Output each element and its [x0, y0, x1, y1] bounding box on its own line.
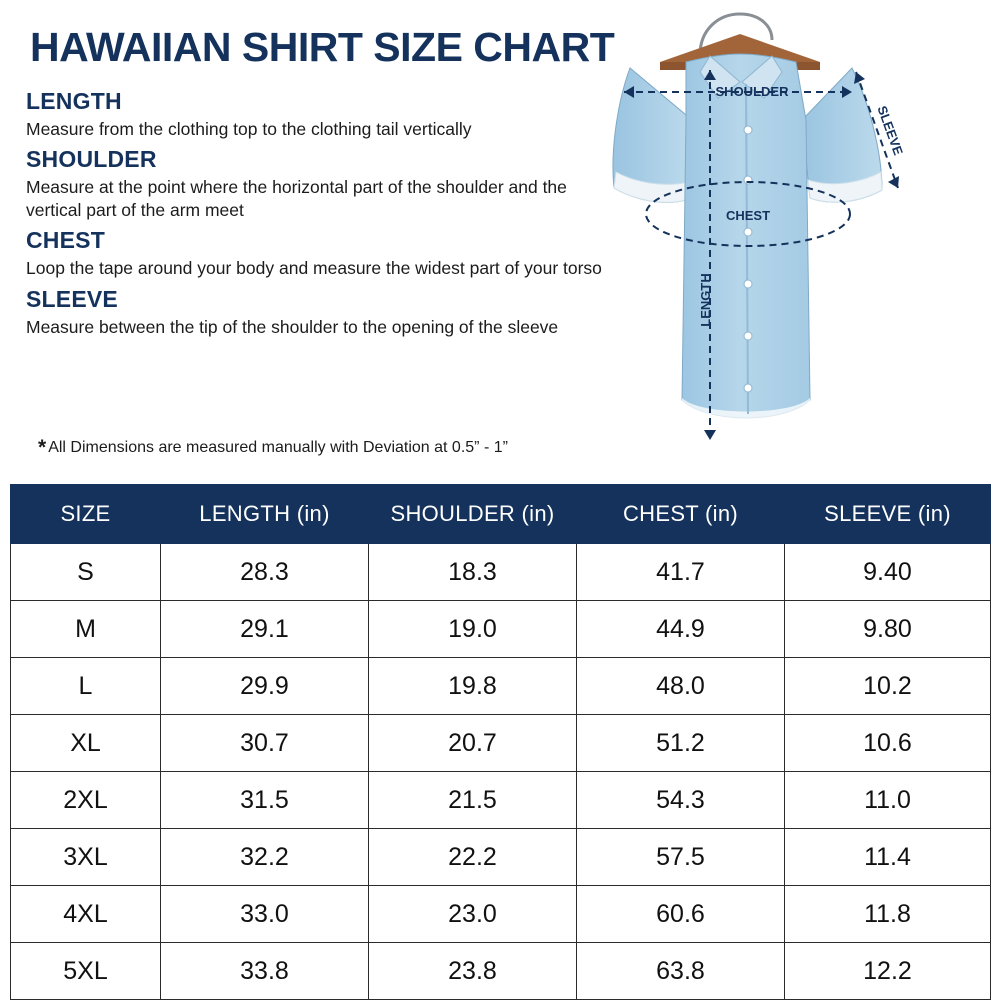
cell-shoulder: 18.3: [369, 544, 577, 601]
cell-size: L: [11, 658, 161, 715]
cell-chest: 54.3: [577, 772, 785, 829]
cell-chest: 51.2: [577, 715, 785, 772]
table-row: [11, 772, 991, 829]
cell-shoulder: 20.7: [369, 715, 577, 772]
cell-length: 31.5: [161, 772, 369, 829]
table-row: [11, 658, 991, 715]
cell-chest: 44.9: [577, 601, 785, 658]
table-header-row: [11, 485, 991, 544]
definition-term-chest: CHEST: [26, 227, 105, 254]
cell-size: 4XL: [11, 886, 161, 943]
table-row: [11, 943, 991, 1000]
cell-sleeve: 11.0: [785, 772, 991, 829]
cell-size: 5XL: [11, 943, 161, 1000]
cell-length: 30.7: [161, 715, 369, 772]
definition-term-length: LENGTH: [26, 88, 122, 114]
table-row: [11, 829, 991, 886]
table-body: [11, 544, 991, 1000]
length-label: LENGTH: [698, 273, 713, 327]
cell-sleeve: 12.2: [785, 943, 991, 1000]
cell-shoulder: 19.8: [369, 658, 577, 715]
column-header-sleeve: SLEEVE (in): [785, 485, 991, 544]
sleeve-label: SLEEVE: [874, 103, 907, 158]
definition-term-sleeve: SLEEVE: [26, 285, 118, 312]
cell-size: M: [11, 601, 161, 658]
cell-shoulder: 23.0: [369, 886, 577, 943]
cell-chest: 48.0: [577, 658, 785, 715]
column-header-size: SIZE: [11, 485, 161, 544]
column-header-chest: CHEST (in): [577, 485, 785, 544]
table-header: [11, 485, 991, 544]
definition-desc-length: Measure from the clothing top to the clothing tail vertically: [26, 119, 472, 139]
cell-sleeve: 10.6: [785, 715, 991, 772]
cell-length: 28.3: [161, 544, 369, 601]
cell-chest: 63.8: [577, 943, 785, 1000]
cell-sleeve: 9.80: [785, 601, 991, 658]
table-row: [11, 544, 991, 601]
asterisk-icon: *: [38, 436, 47, 459]
top-section: [0, 0, 1000, 478]
cell-size: S: [11, 544, 161, 601]
definition-desc-shoulder: Measure at the point where the horizontal part of the shoulder and the vertical part of the arm meet: [26, 177, 567, 220]
cell-sleeve: 9.40: [785, 544, 991, 601]
cell-shoulder: 23.8: [369, 943, 577, 1000]
shoulder-label: SHOULDER: [715, 84, 789, 99]
cell-sleeve: 10.2: [785, 658, 991, 715]
cell-chest: 60.6: [577, 886, 785, 943]
definition-desc-sleeve: Measure between the tip of the shoulder to the opening of the sleeve: [26, 316, 559, 337]
cell-chest: 57.5: [577, 829, 785, 886]
page-title: HAWAIIAN SHIRT SIZE CHART: [30, 24, 615, 70]
cell-size: 3XL: [11, 829, 161, 886]
measurement-definitions: [26, 82, 626, 338]
table-row: [11, 715, 991, 772]
cell-chest: 41.7: [577, 544, 785, 601]
cell-shoulder: 22.2: [369, 829, 577, 886]
cell-length: 32.2: [161, 829, 369, 886]
cell-sleeve: 11.4: [785, 829, 991, 886]
cell-shoulder: 21.5: [369, 772, 577, 829]
shirt-diagram: [600, 0, 1000, 478]
table-row: [11, 886, 991, 943]
cell-length: 33.0: [161, 886, 369, 943]
cell-length: 29.9: [161, 658, 369, 715]
column-header-shoulder: SHOULDER (in): [369, 485, 577, 544]
table-row: [11, 601, 991, 658]
cell-shoulder: 19.0: [369, 601, 577, 658]
cell-length: 33.8: [161, 943, 369, 1000]
cell-length: 29.1: [161, 601, 369, 658]
definition-term-shoulder: SHOULDER: [26, 146, 157, 173]
definition-desc-chest: Loop the tape around your body and measure the widest part of your torso: [26, 258, 602, 279]
cell-size: XL: [11, 715, 161, 772]
deviation-note: [38, 436, 508, 460]
deviation-note-text: All Dimensions are measured manually with Deviation at 0.5” - 1”: [48, 439, 508, 456]
column-header-length: LENGTH (in): [161, 485, 369, 544]
cell-size: 2XL: [11, 772, 161, 829]
chest-label: CHEST: [725, 208, 771, 223]
size-table: [10, 484, 991, 1000]
cell-sleeve: 11.8: [785, 886, 991, 943]
size-table-container: [10, 484, 990, 1000]
